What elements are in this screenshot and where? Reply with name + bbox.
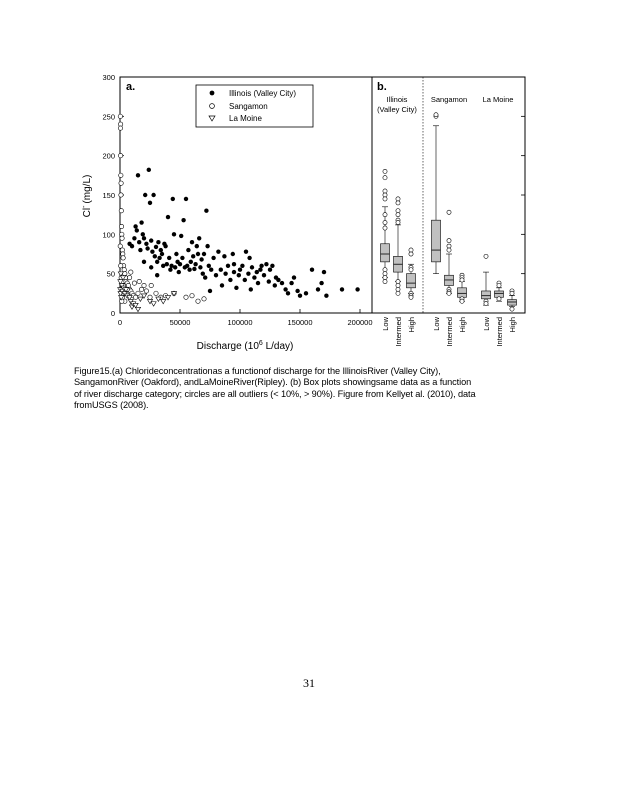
sangamon-point xyxy=(149,283,153,287)
illinois-point xyxy=(240,264,244,268)
illinois-point xyxy=(174,252,178,256)
illinois-point xyxy=(178,262,182,266)
caption-line: SangamonRiver (Oakford), andLaMoineRiver(Ripley). (b) Box plots showingsame data as a function xyxy=(74,377,472,388)
illinois-point xyxy=(202,252,206,256)
box-outlier xyxy=(383,226,387,230)
illinois-point xyxy=(234,286,238,290)
illinois-point xyxy=(355,287,359,291)
x-tick-label: 200000 xyxy=(347,318,373,327)
sangamon-point xyxy=(148,295,152,299)
illinois-point xyxy=(316,287,320,291)
box-outlier xyxy=(396,283,400,287)
y-axis-label-main: Cl xyxy=(82,207,93,218)
illinois-point xyxy=(197,236,201,240)
box-outlier xyxy=(510,307,514,311)
illinois-point xyxy=(145,246,149,250)
illinois-point xyxy=(166,215,170,219)
illinois-point xyxy=(211,256,215,260)
box xyxy=(432,220,441,262)
illinois-point xyxy=(149,265,153,269)
illinois-point xyxy=(201,271,205,275)
illinois-point xyxy=(214,273,218,277)
illinois-point xyxy=(184,197,188,201)
illinois-point xyxy=(203,275,207,279)
illinois-point xyxy=(137,240,141,244)
x-tick-label: 0 xyxy=(117,318,123,327)
box-category-label: High xyxy=(407,317,416,333)
illinois-point xyxy=(185,264,189,268)
illinois-point xyxy=(208,289,212,293)
box-outlier xyxy=(447,244,451,248)
y-tick-label: 50 xyxy=(106,269,115,279)
illinois-point xyxy=(163,244,167,248)
illinois-point xyxy=(181,218,185,222)
illinois-point xyxy=(292,275,296,279)
box-outlier xyxy=(396,287,400,291)
box-outlier xyxy=(409,252,413,256)
sangamon-point xyxy=(120,236,124,240)
box-outlier xyxy=(447,210,451,214)
box xyxy=(495,291,504,297)
illinois-point xyxy=(189,260,193,264)
caption-line: Figure15.(a) Chlorideconcentrationas a functionof discharge for the IllinoisRiver (Valley City), xyxy=(74,366,441,376)
y-axis-label xyxy=(81,175,93,218)
illinois-point xyxy=(141,232,145,236)
illinois-point xyxy=(259,264,263,268)
box-outlier xyxy=(396,279,400,283)
box-outlier xyxy=(383,193,387,197)
illinois-point xyxy=(132,236,136,240)
sangamon-point xyxy=(118,114,122,118)
box-category-label: High xyxy=(508,317,517,333)
box-outlier xyxy=(383,268,387,272)
illinois-point xyxy=(153,254,157,258)
sangamon-point xyxy=(121,256,125,260)
illinois-point xyxy=(144,242,148,246)
box-category-label: Intermed xyxy=(445,317,454,347)
box-outlier xyxy=(409,295,413,299)
illinois-point xyxy=(143,193,147,197)
x-tick-label: 150000 xyxy=(287,318,313,327)
illinois-point xyxy=(168,268,172,272)
box-outlier xyxy=(497,283,501,287)
sangamon-point xyxy=(119,224,123,228)
illinois-point xyxy=(264,262,268,266)
illinois-point xyxy=(340,287,344,291)
box-category-label: Intermed xyxy=(495,317,504,347)
illinois-point xyxy=(147,168,151,172)
illinois-point xyxy=(276,278,280,282)
box-plots xyxy=(381,113,518,347)
illinois-point xyxy=(228,278,232,282)
illinois-point xyxy=(286,291,290,295)
sangamon-point xyxy=(144,289,148,293)
illinois-point xyxy=(252,275,256,279)
illinois-point xyxy=(289,281,293,285)
box xyxy=(458,288,467,297)
illinois-point xyxy=(180,256,184,260)
illinois-point xyxy=(193,262,197,266)
panel-a-label: a. xyxy=(126,81,136,93)
panel-b-label: b. xyxy=(377,81,387,93)
y-tick-label: 250 xyxy=(102,112,115,122)
illinois-point xyxy=(216,249,220,253)
legend-marker-illinois xyxy=(210,91,215,96)
illinois-point xyxy=(159,248,163,252)
box-outlier xyxy=(396,197,400,201)
illinois-point xyxy=(273,283,277,287)
illinois-point xyxy=(205,244,209,248)
illinois-point xyxy=(138,248,142,252)
sangamon-point xyxy=(190,293,194,297)
box-outlier xyxy=(383,276,387,280)
sangamon-point xyxy=(202,297,206,301)
lamoine-point xyxy=(135,307,140,311)
x-tick-label: 100000 xyxy=(227,318,253,327)
sangamon-point xyxy=(132,281,136,285)
sangamon-point xyxy=(119,173,123,177)
figure-caption xyxy=(74,366,574,411)
illinois-point xyxy=(160,252,164,256)
box-outlier xyxy=(409,268,413,272)
illinois-point xyxy=(179,234,183,238)
illinois-point xyxy=(219,268,223,272)
illinois-point xyxy=(155,260,159,264)
box xyxy=(482,291,491,299)
illinois-point xyxy=(267,279,271,283)
group-label-sangamon: Sangamon xyxy=(430,95,468,104)
illinois-point xyxy=(149,238,153,242)
box-outlier xyxy=(510,291,514,295)
illinois-point xyxy=(280,281,284,285)
illinois-point xyxy=(258,268,262,272)
page-number: 31 xyxy=(303,676,315,690)
sangamon-point xyxy=(142,283,146,287)
illinois-point xyxy=(177,270,181,274)
box-outlier xyxy=(383,197,387,201)
box-outlier xyxy=(383,272,387,276)
y-tick-label: 150 xyxy=(102,191,115,200)
illinois-point xyxy=(232,270,236,274)
box-outlier xyxy=(484,301,488,305)
illinois-point xyxy=(199,257,203,261)
sangamon-point xyxy=(184,295,188,299)
illinois-point xyxy=(167,256,171,260)
illinois-point xyxy=(255,270,259,274)
illinois-point xyxy=(232,262,236,266)
illinois-point xyxy=(195,244,199,248)
box-outlier xyxy=(409,248,413,252)
illinois-point xyxy=(270,264,274,268)
sangamon-point xyxy=(119,181,123,185)
illinois-point xyxy=(304,291,308,295)
x-axis-label-sup: 6 xyxy=(258,340,263,347)
illinois-point xyxy=(310,268,314,272)
illinois-point xyxy=(249,287,253,291)
illinois-point xyxy=(226,264,230,268)
box-outlier xyxy=(396,213,400,217)
illinois-point xyxy=(151,193,155,197)
illinois-point xyxy=(150,249,154,253)
illinois-point xyxy=(250,265,254,269)
sangamon-point xyxy=(139,287,143,291)
box-outlier xyxy=(484,254,488,258)
caption-line: of river discharge category; circles are all outliers (< 10%, > 90%). Figure from Kellyet al. (2010), data xyxy=(74,388,476,399)
box-outlier xyxy=(396,201,400,205)
sangamon-point xyxy=(119,264,123,268)
box-outlier xyxy=(396,209,400,213)
sangamon-point xyxy=(118,153,122,157)
x-axis-label xyxy=(197,340,294,352)
lamoine-point xyxy=(151,302,156,306)
box-category-label: Low xyxy=(482,317,491,331)
illinois-point xyxy=(154,245,158,249)
illinois-point xyxy=(142,236,146,240)
illinois-point xyxy=(133,224,137,228)
illinois-point xyxy=(256,281,260,285)
illinois-point xyxy=(191,254,195,258)
illinois-point xyxy=(220,283,224,287)
illinois-point xyxy=(231,252,235,256)
x-tick-label: 50000 xyxy=(169,318,191,327)
sangamon-point xyxy=(136,291,140,295)
box-outlier xyxy=(383,189,387,193)
illinois-point xyxy=(142,260,146,264)
illinois-point xyxy=(130,244,134,248)
box xyxy=(407,274,416,288)
illinois-point xyxy=(238,268,242,272)
sangamon-point xyxy=(119,209,123,213)
illinois-point xyxy=(173,265,177,269)
caption-line: fromUSGS (2008). xyxy=(74,399,149,410)
box-outlier xyxy=(383,279,387,283)
illinois-point xyxy=(190,240,194,244)
group-label-illinois-sub: (Valley City) xyxy=(377,105,417,114)
y-tick-label: 300 xyxy=(102,73,115,82)
box-outlier xyxy=(396,291,400,295)
illinois-point xyxy=(209,268,213,272)
illinois-point xyxy=(222,254,226,258)
illinois-point xyxy=(283,287,287,291)
illinois-point xyxy=(135,228,139,232)
illinois-point xyxy=(186,248,190,252)
illinois-point xyxy=(246,271,250,275)
sangamon-point xyxy=(133,295,137,299)
box-category-label: Low xyxy=(381,317,390,331)
box-outlier xyxy=(383,176,387,180)
box-outlier xyxy=(447,239,451,243)
sangamon-point xyxy=(137,279,141,283)
sangamon-point xyxy=(119,193,123,197)
scatter-points xyxy=(118,114,360,312)
illinois-point xyxy=(247,256,251,260)
group-label-illinois: Illinois xyxy=(386,95,408,104)
y-tick-label: 0 xyxy=(110,309,115,318)
illinois-point xyxy=(204,209,208,213)
x-axis-label-unit: L/day) xyxy=(262,341,294,352)
box-category-label: Low xyxy=(432,317,441,331)
box-category-label: High xyxy=(458,317,467,333)
legend-marker-sangamon xyxy=(210,104,215,109)
box-outlier xyxy=(434,113,438,117)
illinois-point xyxy=(172,232,176,236)
illinois-point xyxy=(324,293,328,297)
illinois-point xyxy=(187,268,191,272)
legend-label-sangamon: Sangamon xyxy=(229,102,268,111)
box-outlier xyxy=(447,291,451,295)
box-outlier xyxy=(383,169,387,173)
box-outlier xyxy=(460,278,464,282)
lamoine-point xyxy=(161,299,166,303)
box-outlier xyxy=(460,299,464,303)
illinois-point xyxy=(319,281,323,285)
illinois-point xyxy=(237,273,241,277)
illinois-point xyxy=(156,240,160,244)
y-axis-label-unit: (mg/L) xyxy=(82,174,93,204)
sangamon-point xyxy=(118,126,122,130)
illinois-point xyxy=(298,293,302,297)
group-label-lamoine: La Moine xyxy=(482,95,514,104)
lamoine-point xyxy=(138,297,143,301)
sangamon-point xyxy=(129,270,133,274)
illinois-point xyxy=(196,252,200,256)
y-axis-label-sup: - xyxy=(81,205,88,208)
illinois-point xyxy=(139,220,143,224)
box-outlier xyxy=(383,213,387,217)
y-tick-label: 200 xyxy=(102,151,115,161)
sangamon-point xyxy=(127,275,131,279)
box-outlier xyxy=(383,220,387,224)
illinois-point xyxy=(322,270,326,274)
illinois-point xyxy=(243,278,247,282)
sangamon-point xyxy=(118,244,122,248)
sangamon-point xyxy=(120,299,124,303)
illinois-point xyxy=(207,264,211,268)
illinois-point xyxy=(155,273,159,277)
illinois-point xyxy=(295,289,299,293)
legend-label-illinois: Illinois (Valley City) xyxy=(229,89,296,98)
box xyxy=(381,244,390,262)
illinois-point xyxy=(244,249,248,253)
x-axis-label-main: Discharge (10 xyxy=(196,341,259,352)
legend-label-lamoine: La Moine xyxy=(229,114,262,123)
sangamon-point xyxy=(196,299,200,303)
illinois-point xyxy=(262,273,266,277)
sangamon-point xyxy=(154,291,158,295)
box-outlier xyxy=(497,297,501,301)
illinois-point xyxy=(171,197,175,201)
illinois-point xyxy=(157,256,161,260)
illinois-point xyxy=(198,265,202,269)
illinois-point xyxy=(268,268,272,272)
illinois-point xyxy=(165,262,169,266)
box-category-label: Intermed xyxy=(394,317,403,347)
illinois-point xyxy=(148,201,152,205)
box-outlier xyxy=(396,220,400,224)
illinois-point xyxy=(223,271,227,275)
illinois-point xyxy=(192,267,196,271)
box-outlier xyxy=(447,248,451,252)
illinois-point xyxy=(136,173,140,177)
y-tick-label: 100 xyxy=(102,230,115,240)
